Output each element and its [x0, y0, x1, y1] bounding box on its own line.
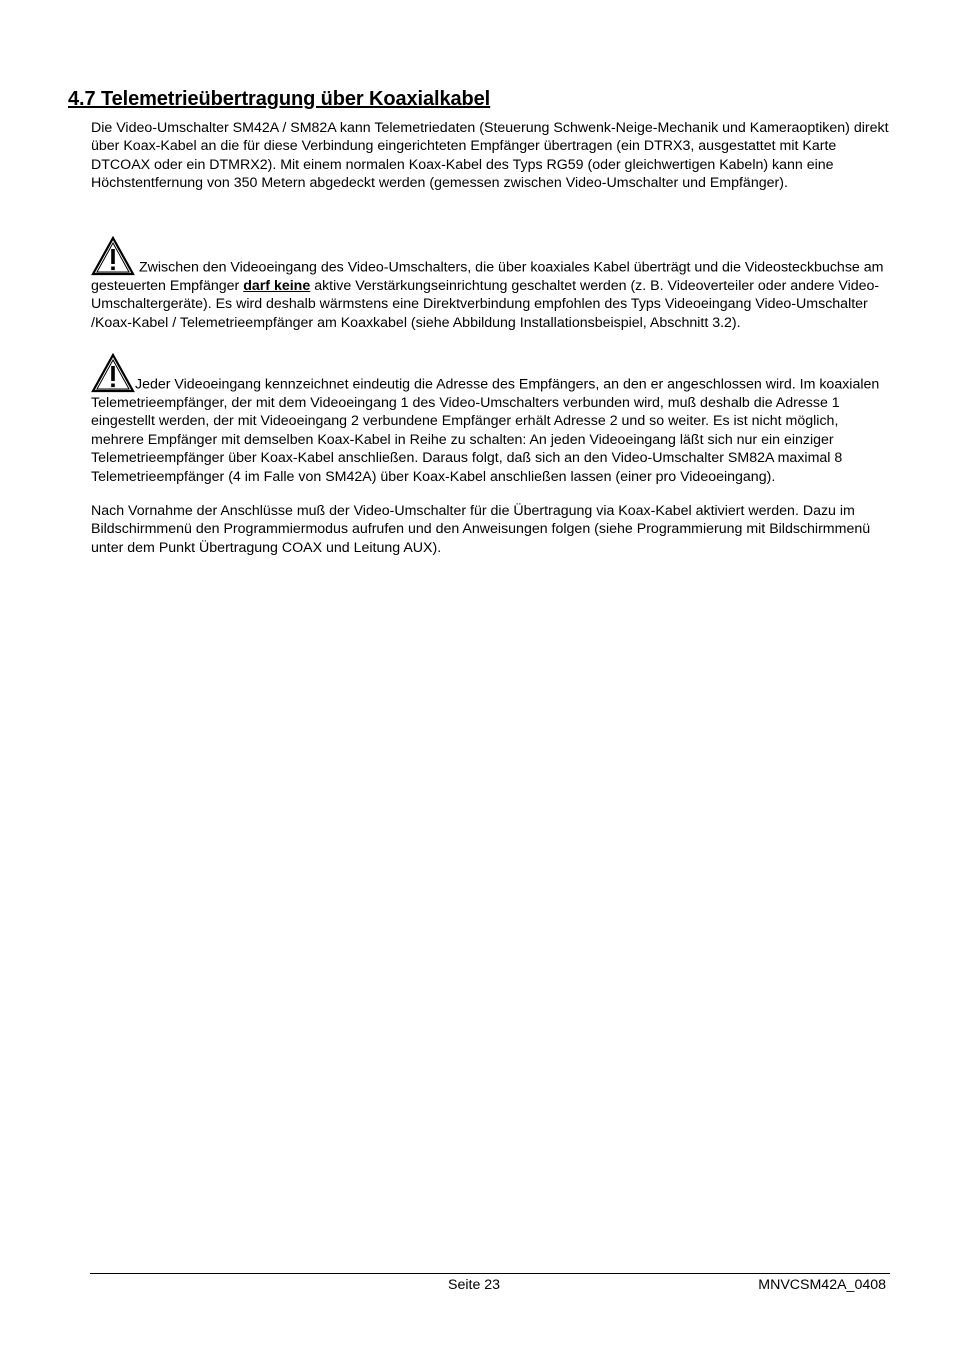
warning-1-emphasis: darf keine [243, 278, 311, 294]
footer-page-number: Seite 23 [448, 1277, 501, 1293]
warning-1-text-end: aktive Verstärkungseinrichtung geschaltet werden (z. B. Videoverteiler oder andere Video-Umschaltergeräte). Es wird deshalb wärmstens eine Direktverbindung empfohlen des Typs Videoeingang Video-Umschalter /Koax-Kabel / Telemetrieempfänger am Koaxkabel (siehe Abbildung Installationsbeispiel, Abschnitt 3.2). [91, 278, 880, 331]
activation-paragraph: Nach Vornahme der Anschlüsse muß der Video-Umschalter für die Übertragung via Koax-Kabel aktiviert werden. Dazu im Bildschirmmenü den Programmiermodus aufrufen und den Anweisungen folgen (siehe Programmierung mit Bildschirmmenü unter dem Punkt Übertragung COAX und Leitung AUX). [91, 503, 871, 556]
footer-document-code: MNVCSM42A_0408 [758, 1277, 886, 1293]
intro-paragraph: Die Video-Umschalter SM42A / SM82A kann Telemetriedaten (Steuerung Schwenk-Neige-Mechanik und Kameraoptiken) direkt über Koax-Kabel an die für diese Verbindung eingerichteten Empfänger übertragen (ein DTRX3, ausgestattet mit Karte DTCOAX oder ein DTMRX2). Mit einem normalen Koax-Kabel des Typs RG59 (oder gleichwertigen Kabeln) kann eine Höchstentfernung von 350 Metern abgedeckt werden (gemessen zwischen Video-Umschalter und Empfänger). [91, 120, 889, 192]
footer-divider [90, 1273, 890, 1274]
warning-1-text-start: Zwischen den Videoeingang des Video-Umschalters, die über koaxiales Kabel überträgt und die Videosteckbuchse am gesteuerten Empfänger [91, 259, 884, 294]
warning-paragraph-1 [91, 236, 891, 332]
warning-2-text: Jeder Videoeingang kennzeichnet eindeutig die Adresse des Empfängers, an den er angeschlossen wird. Im koaxialen Telemetrieempfänger, der mit dem Videoeingang 1 des Video-Umschalters verbunden wird, muß deshalb die Adresse 1 eingestellt werden, der mit Videoeingang 2 verbundene Empfänger erhält Adresse 2 und so weiter. Es ist nicht möglich, mehrere Empfänger mit demselben Koax-Kabel in Reihe zu schalten: An jeden Videoeingang läßt sich nur ein einziger Telemetrieempfänger über Koax-Kabel anschließen. Daraus folgt, daß sich an den Video-Umschalter SM82A maximal 8 Telemetrieempfänger (4 im Falle von SM42A) über Koax-Kabel anschließen lassen (einer pro Videoeingang). [91, 376, 880, 485]
warning-triangle-icon [91, 236, 135, 276]
warning-paragraph-2 [91, 353, 891, 486]
warning-triangle-icon [91, 353, 135, 393]
section-heading: 4.7 Telemetrieübertragung über Koaxialkabel [68, 88, 491, 110]
